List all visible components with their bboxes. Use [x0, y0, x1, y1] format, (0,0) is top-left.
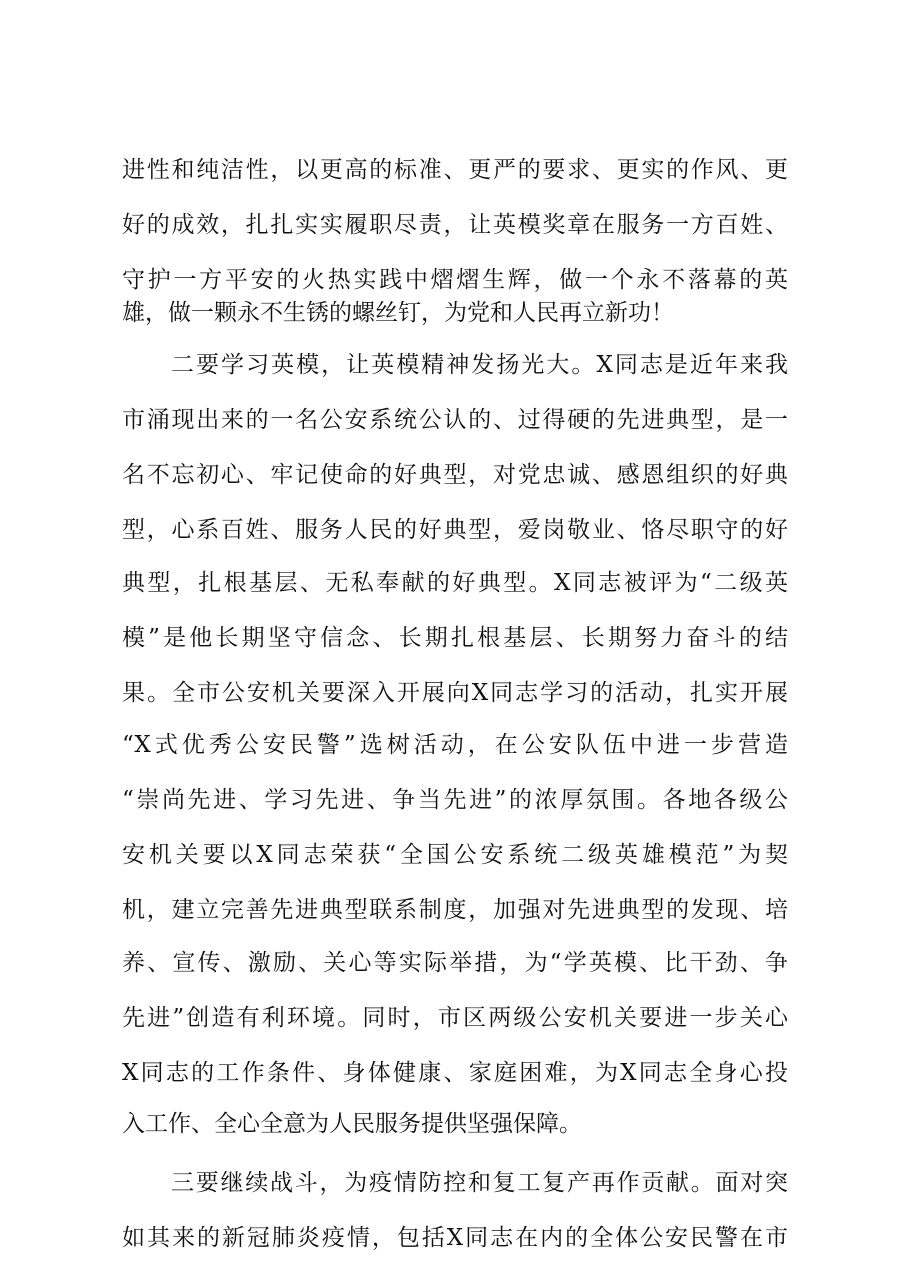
text-line: 机，建立完善先进典型联系制度，加强对先进典型的发现、培	[122, 897, 788, 923]
text-line: “崇尚先进、学习先进、争当先进”的浓厚氛围。各地各级公	[122, 787, 788, 813]
text-line: “X式优秀公安民警”选树活动，在公安队伍中进一步营造	[122, 732, 788, 758]
text-line: 进性和纯洁性，以更高的标准、更严的要求、更实的作风、更	[122, 157, 788, 183]
text-line: 模”是他长期坚守信念、长期扎根基层、长期努力奋斗的结	[122, 625, 788, 651]
text-line: 安机关要以X同志荣获“全国公安系统二级英雄模范”为契	[122, 842, 788, 868]
text-line: 好的成效，扎扎实实履职尽责，让英模奖章在服务一方百姓、	[122, 212, 788, 238]
text-line: 守护一方平安的火热实践中熠熠生辉，做一个永不落幕的英	[122, 267, 788, 293]
text-line: 养、宣传、激励、关心等实际举措，为“学英模、比干劲、争	[122, 950, 788, 976]
text-line: 型，心系百姓、服务人民的好典型，爱岗敬业、恪尽职守的好	[122, 517, 788, 543]
paragraph-first-line: 三要继续战斗，为疫情防控和复工复产再作贡献。面对突	[171, 1170, 788, 1196]
text-line: X同志的工作条件、身体健康、家庭困难，为X同志全身心投	[122, 1060, 788, 1086]
text-line: 先进”创造有利环境。同时，市区两级公安机关要进一步关心	[122, 1005, 788, 1031]
text-line: 市涌现出来的一名公安系统公认的、过得硬的先进典型，是一	[122, 407, 788, 433]
text-line: 如其来的新冠肺炎疫情，包括X同志在内的全体公安民警在市	[122, 1225, 788, 1251]
text-line: 雄，做一颗永不生锈的螺丝钉，为党和人民再立新功！	[122, 300, 674, 326]
text-line: 名不忘初心、牢记使命的好典型，对党忠诚、感恩组织的好典	[122, 462, 788, 488]
paragraph-first-line: 二要学习英模，让英模精神发扬光大。X同志是近年来我	[171, 352, 788, 378]
text-line: 果。全市公安机关要深入开展向X同志学习的活动，扎实开展	[122, 680, 788, 706]
text-line: 入工作、全心全意为人民服务提供坚强保障。	[122, 1111, 582, 1137]
text-line: 典型，扎根基层、无私奉献的好典型。X同志被评为“二级英	[122, 570, 788, 596]
